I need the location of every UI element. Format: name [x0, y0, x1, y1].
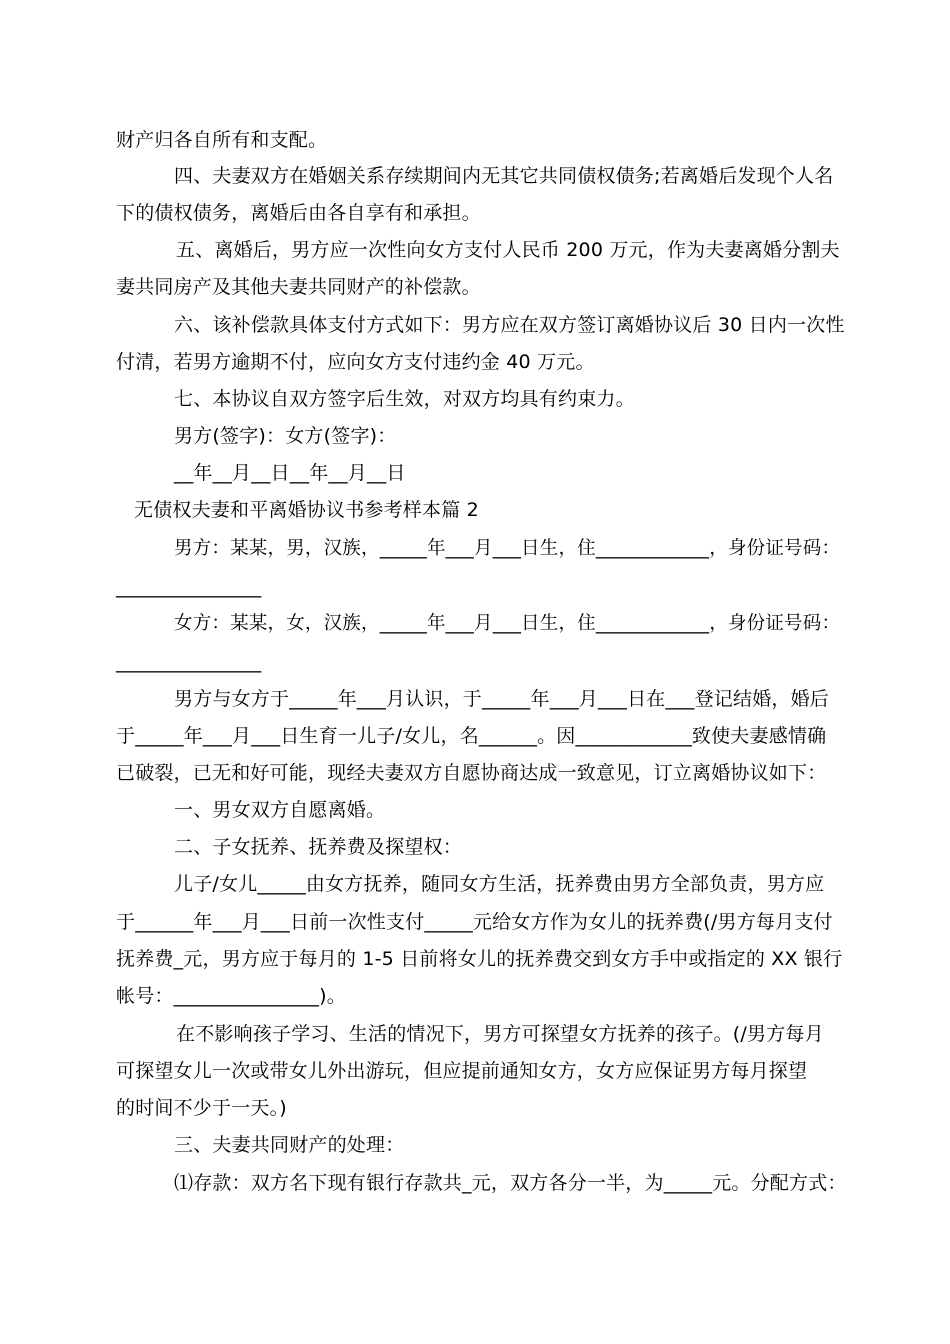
text-line: 三、夫妻共同财产的处理： — [174, 1134, 405, 1156]
text-line: 五、离婚后，男方应一次性向女方支付人民币 200 万元，作为夫妻离婚分割夫 — [176, 239, 840, 261]
blank-line: _______________ — [116, 651, 262, 673]
section-heading: 无债权夫妻和平离婚协议书参考样本篇 2 — [134, 499, 479, 521]
text-line: 的时间不少于一天。) — [116, 1097, 287, 1119]
text-line: 下的债权债务，离婚后由各自享有和承担。 — [116, 202, 481, 224]
party-female-line: 女方：某某，女，汉族，_____年___月___日生，住____________，身份证号码： — [174, 613, 841, 634]
text-line: 二、子女抚养、抚养费及探望权： — [174, 836, 463, 858]
text-line: 财产归各自所有和支配。 — [116, 129, 328, 151]
text-line: 可探望女儿一次或带女儿外出游玩，但应提前通知女方，女方应保证男方每月探望 — [116, 1060, 808, 1082]
text-line: 付清，若男方逾期不付，应向女方支付违约金 40 万元。 — [116, 351, 595, 373]
text-line: 七、本协议自双方签字后生效，对双方均具有约束力。 — [174, 388, 635, 410]
text-line: 于_____年___月___日生育一儿子/女儿，名______。因____________致使夫妻感情确 — [116, 725, 827, 747]
text-line: 男方与女方于_____年___月认识，于_____年___月___日在___登记结婚，婚后 — [174, 688, 830, 710]
blank-line: _______________ — [116, 576, 262, 598]
text-line: 妻共同房产及其他夫妻共同财产的补偿款。 — [116, 276, 481, 298]
text-line: 已破裂，已无和好可能，现经夫妻双方自愿协商达成一致意见，订立离婚协议如下： — [116, 762, 827, 784]
text-line: 四、夫妻双方在婚姻关系存续期间内无其它共同债权债务;若离婚后发现个人名 — [174, 165, 834, 187]
text-line: 抚养费_元，男方应于每月的 1-5 日前将女儿的抚养费交到女方手中或指定的 XX 银行 — [116, 948, 843, 970]
party-male-line: 男方：某某，男，汉族，_____年___月___日生，住____________，身份证号码： — [174, 538, 841, 559]
text-line: 儿子/女儿_____由女方抚养，随同女方生活，抚养费由男方全部负责，男方应 — [174, 873, 825, 895]
text-line: 于______年___月___日前一次性支付_____元给女方作为女儿的抚养费(/男方每月支付 — [116, 911, 833, 933]
text-line: 在不影响孩子学习、生活的情况下，男方可探望女方抚养的孩子。(/男方每月 — [176, 1023, 824, 1045]
date-line: __年__月__日__年__月__日 — [174, 462, 406, 484]
text-line: 六、该补偿款具体支付方式如下：男方应在双方签订离婚协议后 30 日内一次性 — [174, 314, 845, 336]
signature-line: 男方(签字)：女方(签字)： — [174, 425, 397, 447]
text-line: 一、男女双方自愿离婚。 — [174, 799, 386, 821]
text-line: 帐号：_______________)。 — [116, 985, 346, 1007]
text-line: ⑴存款：双方名下现有银行存款共_元，双方各分一半，为_____元。分配方式： — [174, 1172, 847, 1194]
